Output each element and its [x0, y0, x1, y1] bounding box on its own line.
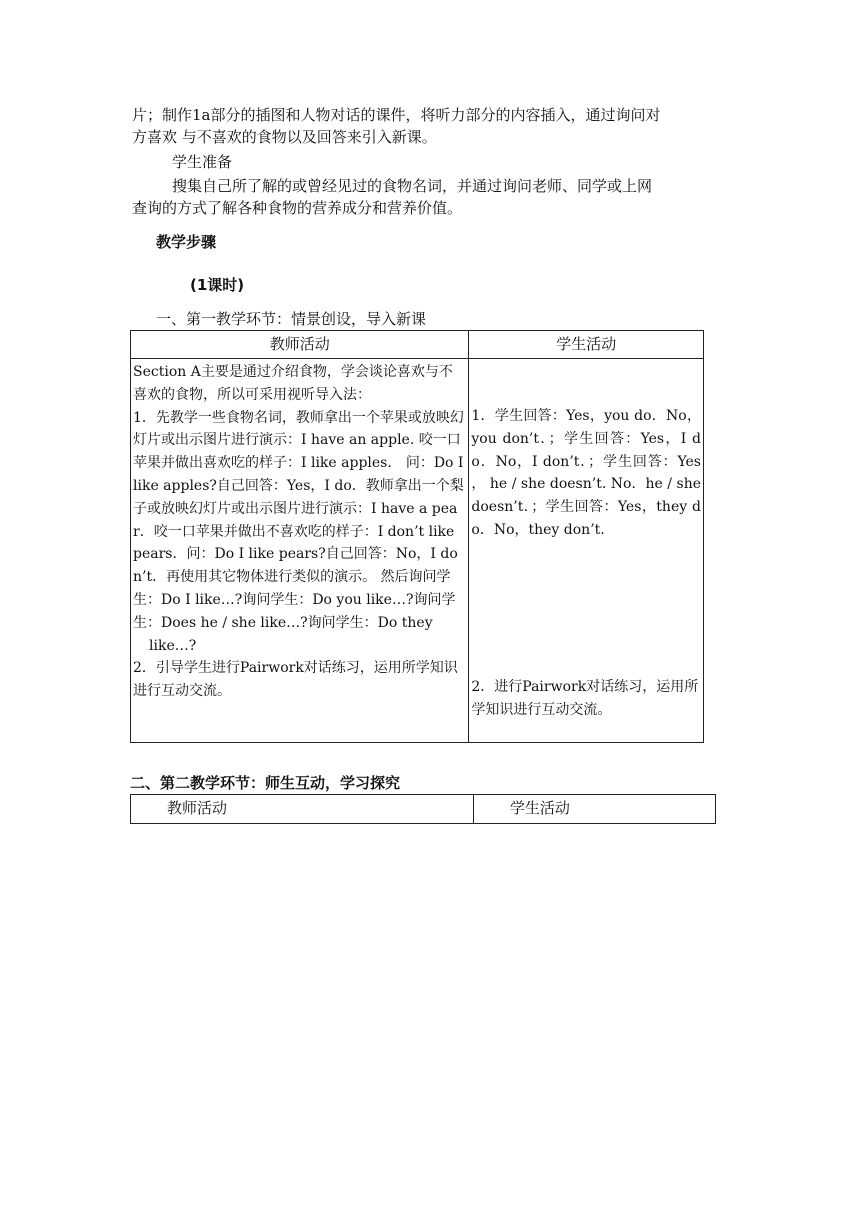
teacher-step-1-continued: like…?: [149, 637, 197, 654]
intro-line-1: 片；制作1a部分的插图和人物对话的课件，将听力部分的内容插入，通过询问对: [132, 106, 661, 124]
teacher-step-2: 2．引导学生进行Pairwork对话练习，运用所学知识进行互动交流。: [133, 660, 458, 700]
teacher-intro-paragraph: Section A主要是通过介绍食物，学会谈论喜欢与不喜欢的食物，所以可采用视听导入法：: [133, 364, 453, 403]
teacher-activity-cell: [131, 359, 469, 743]
student-activity-cell: [469, 359, 704, 743]
prep-line-1: 搜集自己所了解的或曾经见过的食物名词，并通过询问老师、同学或上网: [172, 177, 653, 195]
student-step-2: 2．进行Pairwork对话练习，运用所学知识进行互动交流。: [471, 679, 699, 718]
section2-title: 二、第二教学环节：师生互动，学习探究: [130, 774, 401, 792]
section1-table: [130, 330, 704, 743]
steps-heading: 教学步骤: [156, 233, 217, 251]
intro-line-2: 方喜欢 与不喜欢的食物以及回答来引入新课。: [132, 128, 437, 146]
period-label: (1课时): [190, 276, 245, 294]
section2-student-header: 学生活动: [473, 795, 715, 824]
prep-line-2: 查询的方式了解各种食物的营养成分和营养价值。: [132, 199, 463, 217]
teacher-column-header: 教师活动: [131, 331, 469, 359]
student-step-1: 1．学生回答：Yes，you do．No，you don’t．；学生回答：Yes，I do．No，I don’t．；学生回答：Yes ， he / she doesn’t. No．he / she doesn’t．；学生回答：Yes，they do．No，they don’t.: [471, 408, 701, 538]
prep-heading: 学生准备: [172, 153, 233, 171]
section2-table: [130, 794, 716, 824]
teacher-step-1: 1．先教学一些食物名词，教师拿出一个苹果或放映幻灯片或出示图片进行演示：I have an apple. 咬一口苹果并做出喜欢吃的样子：I like apples． 问：Do I like apples?自己回答：Yes，I do．教师拿出一个梨子或放映幻灯片或出示图片进行演示：I have a pear．咬一口苹果并做出不喜欢吃的样子：I don’t like pears．问：Do I like pears?自己回答：No，I don’t．再使用其它物体进行类似的演示。 然后询问学生：Do I like…?询问学生：Do you like…?询问学生：Does he / she like…?询问学生：Do they: [133, 409, 464, 631]
section2-teacher-header: 教师活动: [131, 795, 474, 824]
student-column-header: 学生活动: [469, 331, 704, 359]
section1-title: 一、第一教学环节：情景创设，导入新课: [156, 310, 427, 328]
